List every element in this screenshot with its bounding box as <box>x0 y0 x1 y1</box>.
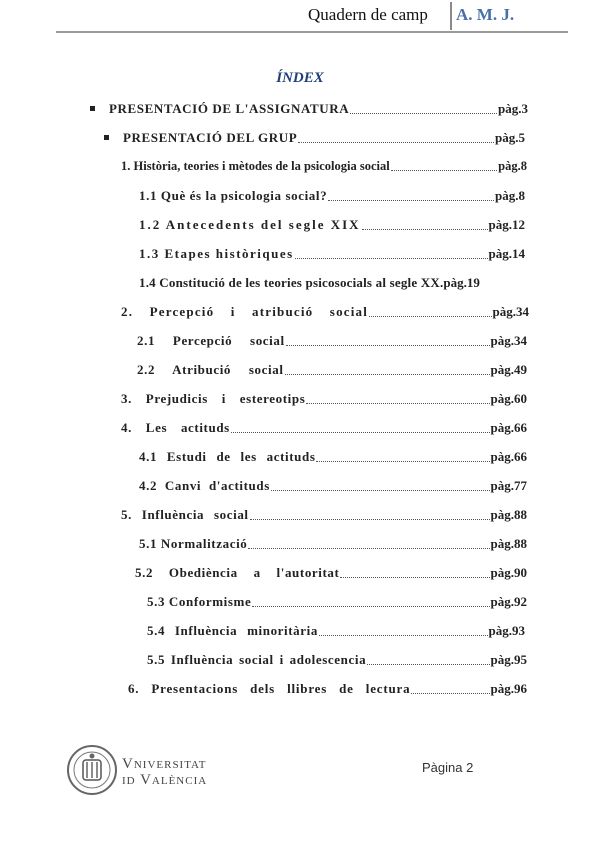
toc-entry[interactable] <box>104 130 525 146</box>
dot-leader <box>319 635 488 636</box>
toc-entry-text: 1.3 Etapes històriques <box>139 246 294 261</box>
toc-entry-page: pàg.88 <box>490 536 527 551</box>
toc-entry-page: pàg.34 <box>492 304 529 319</box>
toc-entry-page: pàg.19 <box>443 275 480 290</box>
dot-leader <box>250 519 490 520</box>
toc-entry[interactable] <box>121 304 529 320</box>
toc-entry-text: 4. Les actituds <box>121 420 230 435</box>
bullet-icon <box>90 106 95 111</box>
toc-entry-text: 1.4 Constitució de les teories psicosocials al segle XX. <box>139 275 444 290</box>
toc-entry[interactable] <box>139 188 525 204</box>
dot-leader <box>231 432 490 433</box>
header-initials: A. M. J. <box>456 5 515 24</box>
toc-entry[interactable] <box>139 478 527 494</box>
toc-entry[interactable] <box>128 681 527 697</box>
dot-leader <box>367 664 489 665</box>
toc-entry-page: pàg.14 <box>488 246 525 261</box>
toc-entry-text: 1.1 Què és la psicologia social? <box>139 188 328 203</box>
page-number: Pàgina 2 <box>422 760 474 775</box>
toc-entry[interactable] <box>121 159 527 174</box>
toc-entry-text: 1. Història, teories i mètodes de la psicologia social <box>121 159 390 173</box>
header-separator <box>450 2 452 30</box>
toc-entry-text: 4.1 Estudi de les actituds <box>139 449 316 464</box>
index-title: ÍNDEX <box>276 70 324 86</box>
toc-entry[interactable] <box>137 362 527 378</box>
dot-leader <box>295 258 488 259</box>
toc-entry-page: pàg.5 <box>495 130 525 145</box>
toc-entry-page: pàg.49 <box>490 362 527 377</box>
toc-entry-text: 5.1 Normalització <box>139 536 248 551</box>
dot-leader <box>328 200 494 201</box>
toc-entry-text: 5. Influència social <box>121 507 249 522</box>
university-seal-icon <box>66 744 118 796</box>
dot-leader <box>306 403 489 404</box>
toc-entry[interactable] <box>139 217 525 233</box>
logo-line-2: id València <box>122 772 208 788</box>
toc-entry-page: pàg.34 <box>490 333 527 348</box>
dot-leader <box>340 577 489 578</box>
dot-leader <box>350 113 497 114</box>
header-rule <box>56 31 568 33</box>
toc-entry-page: pàg.88 <box>490 507 527 522</box>
dot-leader <box>369 316 491 317</box>
dot-leader <box>411 693 489 694</box>
toc-entry[interactable] <box>139 246 525 262</box>
toc-entry-page: pàg.8 <box>498 159 527 173</box>
toc-entry[interactable] <box>139 449 527 465</box>
dot-leader <box>286 345 490 346</box>
header-title: Quadern de camp <box>308 5 428 24</box>
toc-entry-page: pàg.12 <box>488 217 525 232</box>
toc-entry[interactable] <box>139 536 527 552</box>
university-logo-text <box>122 756 207 788</box>
toc-entry[interactable] <box>135 565 527 581</box>
dot-leader <box>285 374 490 375</box>
dot-leader <box>316 461 489 462</box>
toc-entry-text: 5.5 Influència social i adolescencia <box>147 652 367 667</box>
toc-entry[interactable] <box>121 507 527 523</box>
dot-leader <box>298 142 494 143</box>
toc-entry-text: 5.3 Conformisme <box>147 594 252 609</box>
toc-entry[interactable] <box>147 623 525 639</box>
toc-entry[interactable] <box>147 652 527 668</box>
toc-entry-page: pàg.77 <box>490 478 527 493</box>
toc-entry-text: 1.2 Antecedents del segle XIX <box>139 217 361 232</box>
toc-entry-page: pàg.93 <box>488 623 525 638</box>
toc-entry[interactable] <box>90 101 528 117</box>
toc-entry-text: 4.2 Canvi d'actituds <box>139 478 270 493</box>
toc-entry-page: pàg.60 <box>490 391 527 406</box>
dot-leader <box>252 606 489 607</box>
toc-entry-text: PRESENTACIÓ DEL GRUP <box>123 130 298 145</box>
toc-entry-page: pàg.95 <box>490 652 527 667</box>
toc-entry-text: 2.1 Percepció social <box>137 333 285 348</box>
toc-entry[interactable] <box>139 275 525 291</box>
toc-entry-text: 5.2 Obediència a l'autoritat <box>135 565 340 580</box>
toc-entry-page: pàg.92 <box>490 594 527 609</box>
dot-leader <box>362 229 488 230</box>
toc-entry-page: pàg.3 <box>498 101 528 116</box>
dot-leader <box>271 490 490 491</box>
toc-entry-page: pàg.90 <box>490 565 527 580</box>
toc-entry[interactable] <box>137 333 527 349</box>
toc-entry-page: pàg.96 <box>490 681 527 696</box>
toc-entry[interactable] <box>121 391 527 407</box>
toc-entry-text: 5.4 Influència minoritària <box>147 623 318 638</box>
toc-entry[interactable] <box>121 420 527 436</box>
toc-entry-page: pàg.8 <box>495 188 525 203</box>
toc-entry-text: 2. Percepció i atribució social <box>121 304 369 319</box>
dot-leader <box>248 548 489 549</box>
toc-entry-page: pàg.66 <box>490 420 527 435</box>
dot-leader <box>391 170 497 171</box>
toc-entry-text: PRESENTACIÓ DE L'ASSIGNATURA <box>109 101 350 116</box>
toc-entry[interactable] <box>147 594 527 610</box>
toc-entry-page: pàg.66 <box>490 449 527 464</box>
bullet-icon <box>104 135 109 140</box>
toc-entry-text: 6. Presentacions dels llibres de lectura <box>128 681 411 696</box>
toc-entry-text: 3. Prejudicis i estereotips <box>121 391 306 406</box>
toc-entry-text: 2.2 Atribució social <box>137 362 284 377</box>
logo-line-1: Vniversitat <box>122 756 207 772</box>
